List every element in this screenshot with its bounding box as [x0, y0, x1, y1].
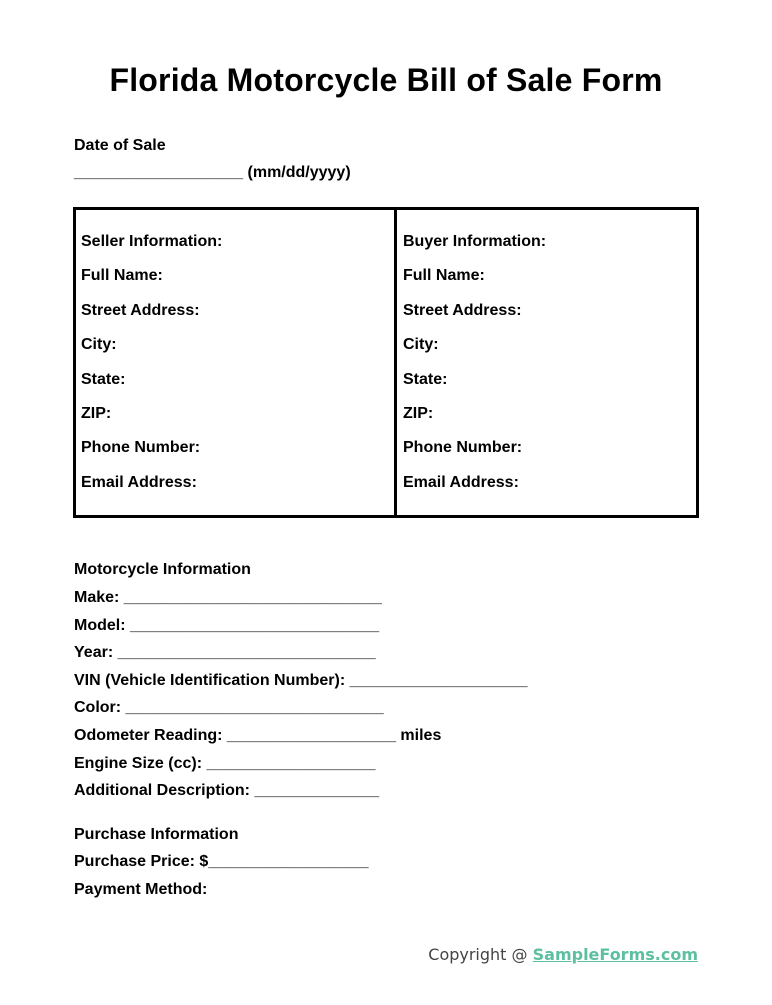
- page-title: Florida Motorcycle Bill of Sale Form: [109, 62, 663, 98]
- buyer-city: City:: [403, 336, 439, 354]
- date-of-sale-label: Date of Sale: [74, 137, 166, 154]
- odometer-field: Odometer Reading: ___________________ miles: [74, 727, 442, 744]
- buyer-email: Email Address:: [403, 473, 519, 491]
- additional-description-field: Additional Description: ______________: [74, 782, 380, 799]
- seller-column: [81, 233, 222, 508]
- buyer-street-address: Street Address:: [403, 301, 522, 319]
- buyer-state: State:: [403, 370, 448, 388]
- buyer-column: [403, 233, 546, 508]
- seller-state: State:: [81, 370, 126, 388]
- buyer-heading: Buyer Information:: [403, 233, 547, 250]
- seller-zip: ZIP:: [81, 404, 112, 422]
- brand-link[interactable]: SampleForms.com: [532, 945, 698, 964]
- copyright-footer: [428, 945, 698, 964]
- purchase-price-field: Purchase Price: $__________________: [74, 853, 369, 870]
- buyer-zip: ZIP:: [403, 404, 434, 422]
- engine-size-field: Engine Size (cc): ___________________: [74, 755, 376, 772]
- vin-field: VIN (Vehicle Identification Number): ____________________: [74, 672, 528, 689]
- seller-phone: Phone Number:: [81, 439, 201, 457]
- payment-method-field: Payment Method:: [74, 881, 208, 898]
- seller-email: Email Address:: [81, 473, 197, 491]
- purchase-heading: Purchase Information: [74, 826, 239, 843]
- year-field: Year: _____________________________: [74, 644, 376, 661]
- model-field: Model: ____________________________: [74, 617, 380, 634]
- date-of-sale-line: ___________________ (mm/dd/yyyy): [74, 164, 351, 181]
- seller-full-name: Full Name:: [81, 267, 163, 285]
- buyer-full-name: Full Name:: [403, 267, 485, 285]
- motorcycle-heading: Motorcycle Information: [74, 561, 251, 578]
- seller-heading: Seller Information:: [81, 233, 223, 250]
- buyer-phone: Phone Number:: [403, 439, 523, 457]
- seller-street-address: Street Address:: [81, 301, 200, 319]
- seller-city: City:: [81, 336, 117, 354]
- make-field: Make: _____________________________: [74, 589, 382, 606]
- color-field: Color: _____________________________: [74, 699, 384, 716]
- copyright-prefix: Copyright @: [428, 945, 533, 964]
- party-info-divider: [394, 207, 397, 518]
